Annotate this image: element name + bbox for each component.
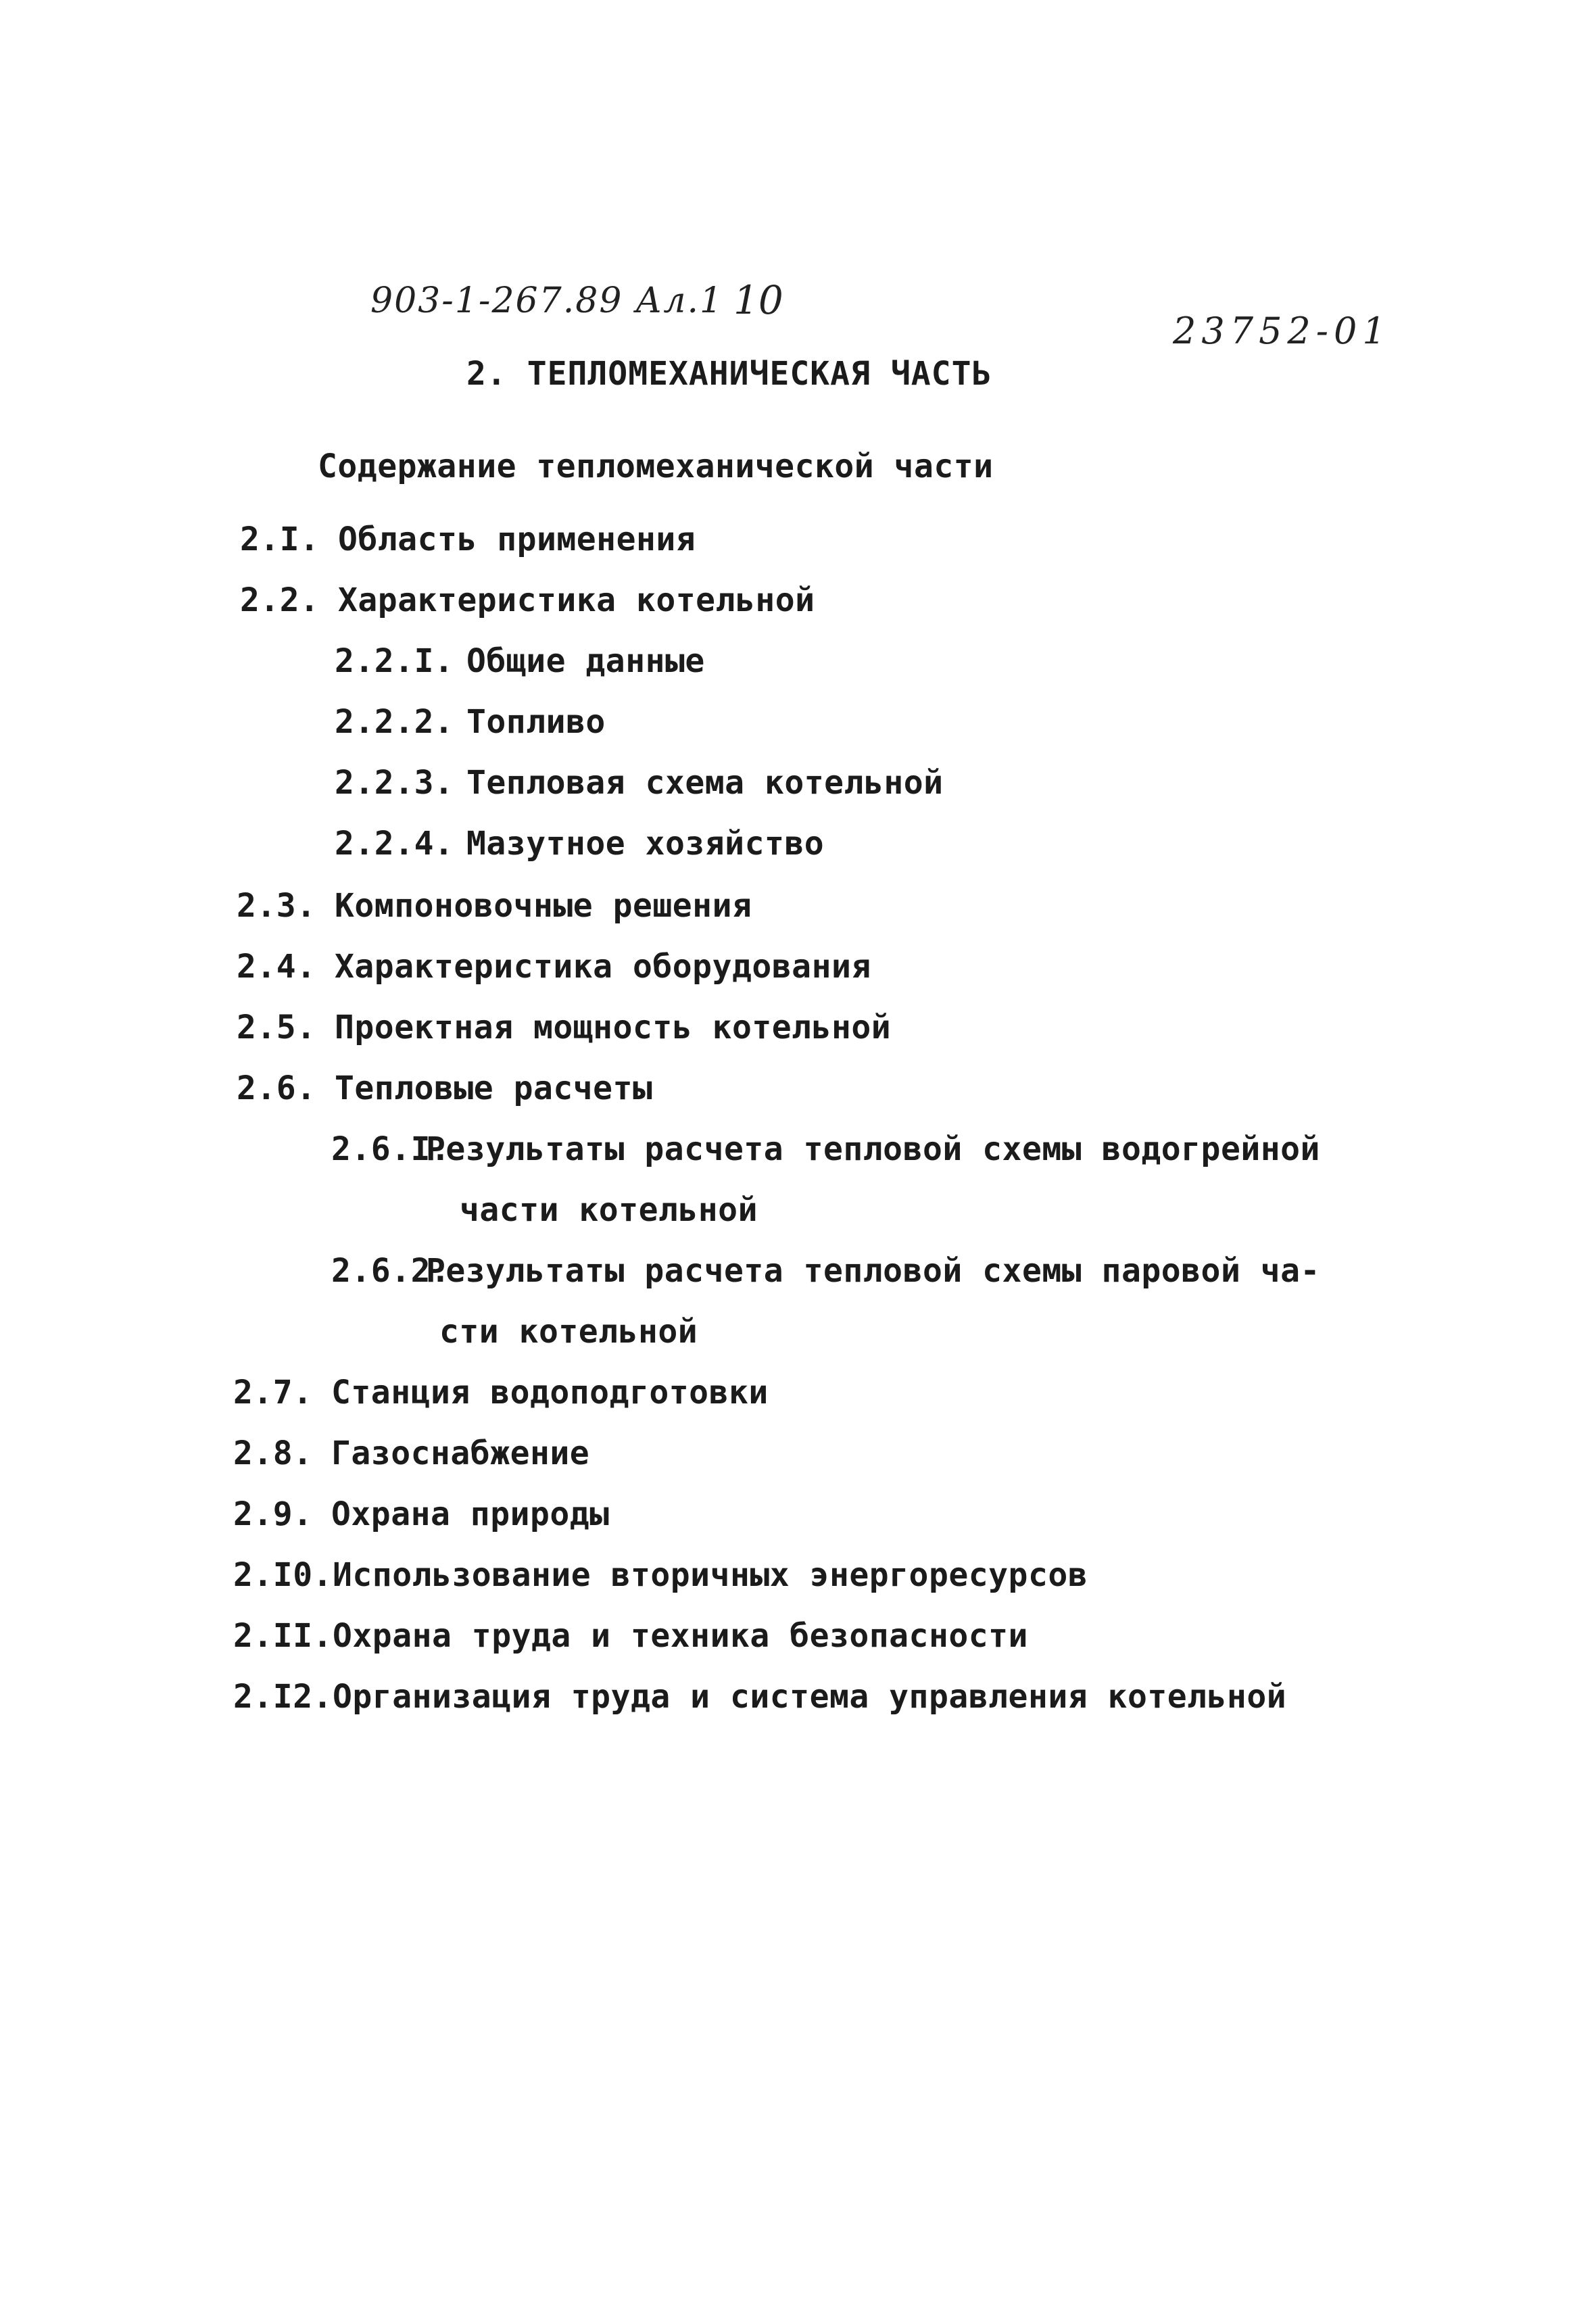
toc-item-number: 2.3. xyxy=(237,887,316,925)
toc-item-2-11 xyxy=(233,1617,1028,1655)
toc-item-2-1 xyxy=(240,521,696,558)
toc-item-number: 2.I2. xyxy=(233,1678,333,1716)
toc-item-text: Охрана природы xyxy=(331,1495,610,1533)
toc-item-2-9 xyxy=(233,1495,610,1533)
toc-item-text: Тепловые расчеты xyxy=(335,1069,653,1107)
toc-item-text: Область применения xyxy=(338,521,696,558)
toc-item-number: 2.6.I. xyxy=(331,1130,451,1168)
toc-item-2-6-2-continuation xyxy=(439,1313,698,1351)
toc-item-text: Характеристика оборудования xyxy=(335,948,871,986)
toc-item-2-6-1 xyxy=(331,1130,1320,1168)
toc-item-number: 2.2.2. xyxy=(335,703,454,741)
toc-item-text: Результаты расчета тепловой схемы водогрейной xyxy=(426,1130,1320,1168)
toc-item-text: Мазутное хозяйство xyxy=(466,825,825,863)
toc-item-text: Результаты расчета тепловой схемы паровой ча- xyxy=(426,1252,1320,1290)
toc-item-2-10 xyxy=(233,1556,1088,1594)
toc-item-number: 2.8. xyxy=(233,1434,313,1472)
toc-item-number: 2.7. xyxy=(233,1374,313,1412)
toc-item-text: Топливо xyxy=(466,703,606,741)
document-code: 903-1-267.89 Ал.1 xyxy=(370,281,724,321)
toc-item-2-7 xyxy=(233,1374,769,1412)
toc-item-2-5 xyxy=(237,1009,891,1046)
toc-item-number: 2.6. xyxy=(237,1069,316,1107)
toc-item-2-2 xyxy=(240,581,815,619)
toc-item-2-2-3 xyxy=(335,764,944,802)
toc-item-number: 2.I0. xyxy=(233,1556,333,1594)
toc-item-2-3 xyxy=(237,887,752,925)
toc-item-number: 2.2.I. xyxy=(335,642,454,680)
toc-item-number: 2.2. xyxy=(240,581,320,619)
toc-item-text: сти котельной xyxy=(439,1313,698,1351)
toc-item-2-2-4 xyxy=(335,825,824,863)
toc-heading: Содержание тепломеханической части xyxy=(318,448,994,485)
toc-item-number: 2.I. xyxy=(240,521,320,558)
toc-item-number: 2.6.2. xyxy=(331,1252,451,1290)
toc-item-2-2-2 xyxy=(335,703,606,741)
toc-item-2-8 xyxy=(233,1434,589,1472)
toc-item-2-2-1 xyxy=(335,642,705,680)
toc-item-text: Использование вторичных энергоресурсов xyxy=(333,1556,1088,1594)
toc-item-number: 2.9. xyxy=(233,1495,313,1533)
toc-item-text: Компоновочные решения xyxy=(335,887,752,925)
archive-number: 23752-01 xyxy=(1173,310,1391,352)
toc-item-text: Общие данные xyxy=(466,642,705,680)
toc-item-2-4 xyxy=(237,948,871,986)
toc-item-text: части котельной xyxy=(460,1191,758,1229)
toc-item-number: 2.2.4. xyxy=(335,825,454,863)
toc-item-2-6 xyxy=(237,1069,652,1107)
toc-item-text: Организация труда и система управления котельной xyxy=(333,1678,1287,1716)
toc-item-number: 2.II. xyxy=(233,1617,333,1655)
toc-item-text: Проектная мощность котельной xyxy=(335,1009,892,1046)
toc-item-number: 2.4. xyxy=(237,948,316,986)
toc-item-2-12 xyxy=(233,1678,1286,1716)
toc-item-text: Характеристика котельной xyxy=(338,581,815,619)
toc-item-text: Газоснабжение xyxy=(331,1434,590,1472)
page-number: 10 xyxy=(733,277,783,323)
toc-item-text: Охрана труда и техника безопасности xyxy=(333,1617,1028,1655)
toc-item-number: 2.2.3. xyxy=(335,764,454,802)
toc-item-number: 2.5. xyxy=(237,1009,316,1046)
toc-item-text: Тепловая схема котельной xyxy=(466,764,944,802)
section-title: 2. ТЕПЛОМЕХАНИЧЕСКАЯ ЧАСТЬ xyxy=(466,355,992,393)
toc-item-text: Станция водоподготовки xyxy=(331,1374,769,1412)
toc-item-2-6-2 xyxy=(331,1252,1320,1290)
toc-item-2-6-1-continuation xyxy=(460,1191,758,1229)
